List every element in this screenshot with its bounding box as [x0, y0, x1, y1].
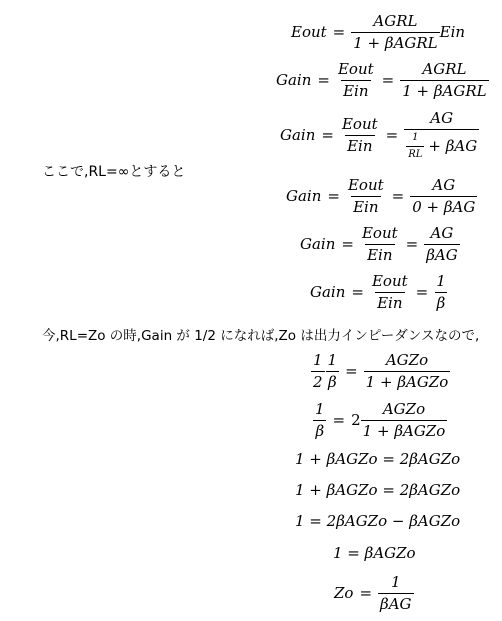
equation-line-9: 1 + βAGZo = 2βAGZo — [295, 450, 461, 468]
eq6-equals-1: = — [351, 283, 364, 301]
equation-gain-3 — [286, 178, 477, 215]
eq5-num-1: Eout — [361, 224, 398, 242]
eq8-c-num: AGZo — [382, 400, 426, 418]
eq7-c-num: AGZo — [385, 351, 429, 369]
eq7-a-num: 1 — [313, 351, 323, 369]
eq2-fraction-2 — [400, 62, 488, 99]
equation-gain-2 — [280, 111, 479, 160]
eq6-num-2: 1 — [436, 272, 446, 290]
eq13-lhs: Zo — [334, 584, 354, 602]
eq13-equals: = — [359, 584, 373, 602]
equation-gain-1 — [276, 62, 489, 99]
eq2-num-1: Eout — [337, 60, 374, 78]
eq3-den-1: Ein — [347, 137, 373, 155]
eq5-num-2: AG — [430, 224, 454, 242]
eq8-equals: = — [332, 411, 346, 429]
eq2-fraction-1 — [336, 62, 376, 99]
eq3-inner-den: RL — [406, 146, 424, 160]
equation-line-12: 1 = βAGZo — [333, 544, 416, 562]
eq5-equals-2: = — [405, 235, 419, 253]
eq7-c-den: 1 + βAGZo — [365, 373, 449, 391]
eq3-equals-2: = — [385, 126, 399, 144]
eq8-a-num: 1 — [315, 400, 325, 418]
eq4-equals-1: = — [327, 187, 340, 205]
eq4-fraction-1 — [346, 178, 386, 215]
eq2-equals-1: = — [317, 71, 330, 89]
eq6-lhs: Gain — [310, 283, 346, 301]
eq5-den-2: βAG — [426, 246, 458, 264]
eq7-fraction-a — [311, 353, 325, 390]
eq4-den-2: 0 + βAG — [412, 198, 476, 216]
eq3-num-1: Eout — [341, 115, 378, 133]
eq3-num-2: AG — [430, 109, 454, 127]
eq3-fraction-2 — [404, 111, 479, 160]
eq6-fraction-1 — [370, 274, 410, 311]
eq8-fraction-c — [361, 402, 448, 439]
eq1-tail: Ein — [439, 23, 466, 41]
eq4-num-1: Eout — [347, 176, 384, 194]
eq6-num-1: Eout — [371, 272, 408, 290]
equation-line-10: 1 + βAGZo = 2βAGZo — [295, 481, 461, 499]
eq13-den: βAG — [380, 595, 412, 613]
equation-line-11: 1 = 2βAGZo − βAGZo — [295, 512, 461, 530]
eq8-coefficient: 2 — [351, 411, 361, 429]
eq4-den-1: Ein — [353, 198, 379, 216]
equation-zo — [334, 575, 414, 612]
eq8-c-den: 1 + βAGZo — [362, 422, 446, 440]
equation-gain-5 — [310, 274, 448, 311]
eq6-fraction-2 — [434, 274, 448, 311]
eq4-num-2: AG — [432, 176, 456, 194]
equation-inverse-beta — [313, 402, 447, 439]
eq5-fraction-2 — [424, 226, 460, 263]
eq2-num-2: AGRL — [422, 60, 467, 78]
eq8-a-den: β — [315, 422, 325, 440]
eq2-den-1: Ein — [343, 82, 369, 100]
equation-half-beta — [311, 353, 450, 390]
eq6-equals-2: = — [415, 283, 429, 301]
eq6-den-1: Ein — [377, 294, 403, 312]
eq6-den-2: β — [436, 294, 446, 312]
eq1-denominator: 1 + βAGRL — [353, 34, 438, 52]
eq4-equals-2: = — [391, 187, 405, 205]
eq7-a-den: 2 — [313, 373, 323, 391]
eq2-lhs: Gain — [276, 71, 312, 89]
eq7-b-den: β — [327, 373, 337, 391]
eq1-numerator: AGRL — [373, 12, 418, 30]
equation-gain-4 — [300, 226, 460, 263]
paragraph-2: 今,RL=Zo の時,Gain が 1/2 になれば,Zo は出力インピーダンスなので, — [42, 328, 480, 344]
eq1-equals: = — [332, 23, 346, 41]
equation-eout — [291, 14, 465, 51]
eq13-fraction — [378, 575, 414, 612]
eq3-equals-1: = — [321, 126, 334, 144]
eq1-fraction — [351, 14, 439, 51]
eq3-den-tail: + βAG — [428, 137, 478, 155]
eq1-lhs: Eout — [291, 23, 327, 41]
eq13-num: 1 — [391, 573, 401, 591]
eq7-fraction-c — [364, 353, 451, 390]
eq3-inner-num: 1 — [412, 132, 419, 143]
eq2-den-2: 1 + βAGRL — [402, 82, 487, 100]
eq3-inner-fraction — [406, 133, 424, 160]
eq5-lhs: Gain — [300, 235, 336, 253]
eq4-fraction-2 — [410, 178, 477, 215]
eq7-fraction-b — [326, 353, 340, 390]
eq3-den-2 — [404, 129, 479, 160]
eq7-b-num: 1 — [327, 351, 338, 369]
eq4-lhs: Gain — [286, 187, 322, 205]
eq5-den-1: Ein — [367, 246, 393, 264]
eq2-equals-2: = — [381, 71, 395, 89]
eq5-fraction-1 — [360, 226, 400, 263]
eq7-equals: = — [345, 362, 358, 380]
paragraph-1: ここで,RL=∞とすると — [42, 164, 186, 180]
eq3-lhs: Gain — [280, 126, 316, 144]
eq3-fraction-1 — [340, 117, 380, 154]
eq5-equals-1: = — [341, 235, 354, 253]
eq8-fraction-a — [313, 402, 327, 439]
